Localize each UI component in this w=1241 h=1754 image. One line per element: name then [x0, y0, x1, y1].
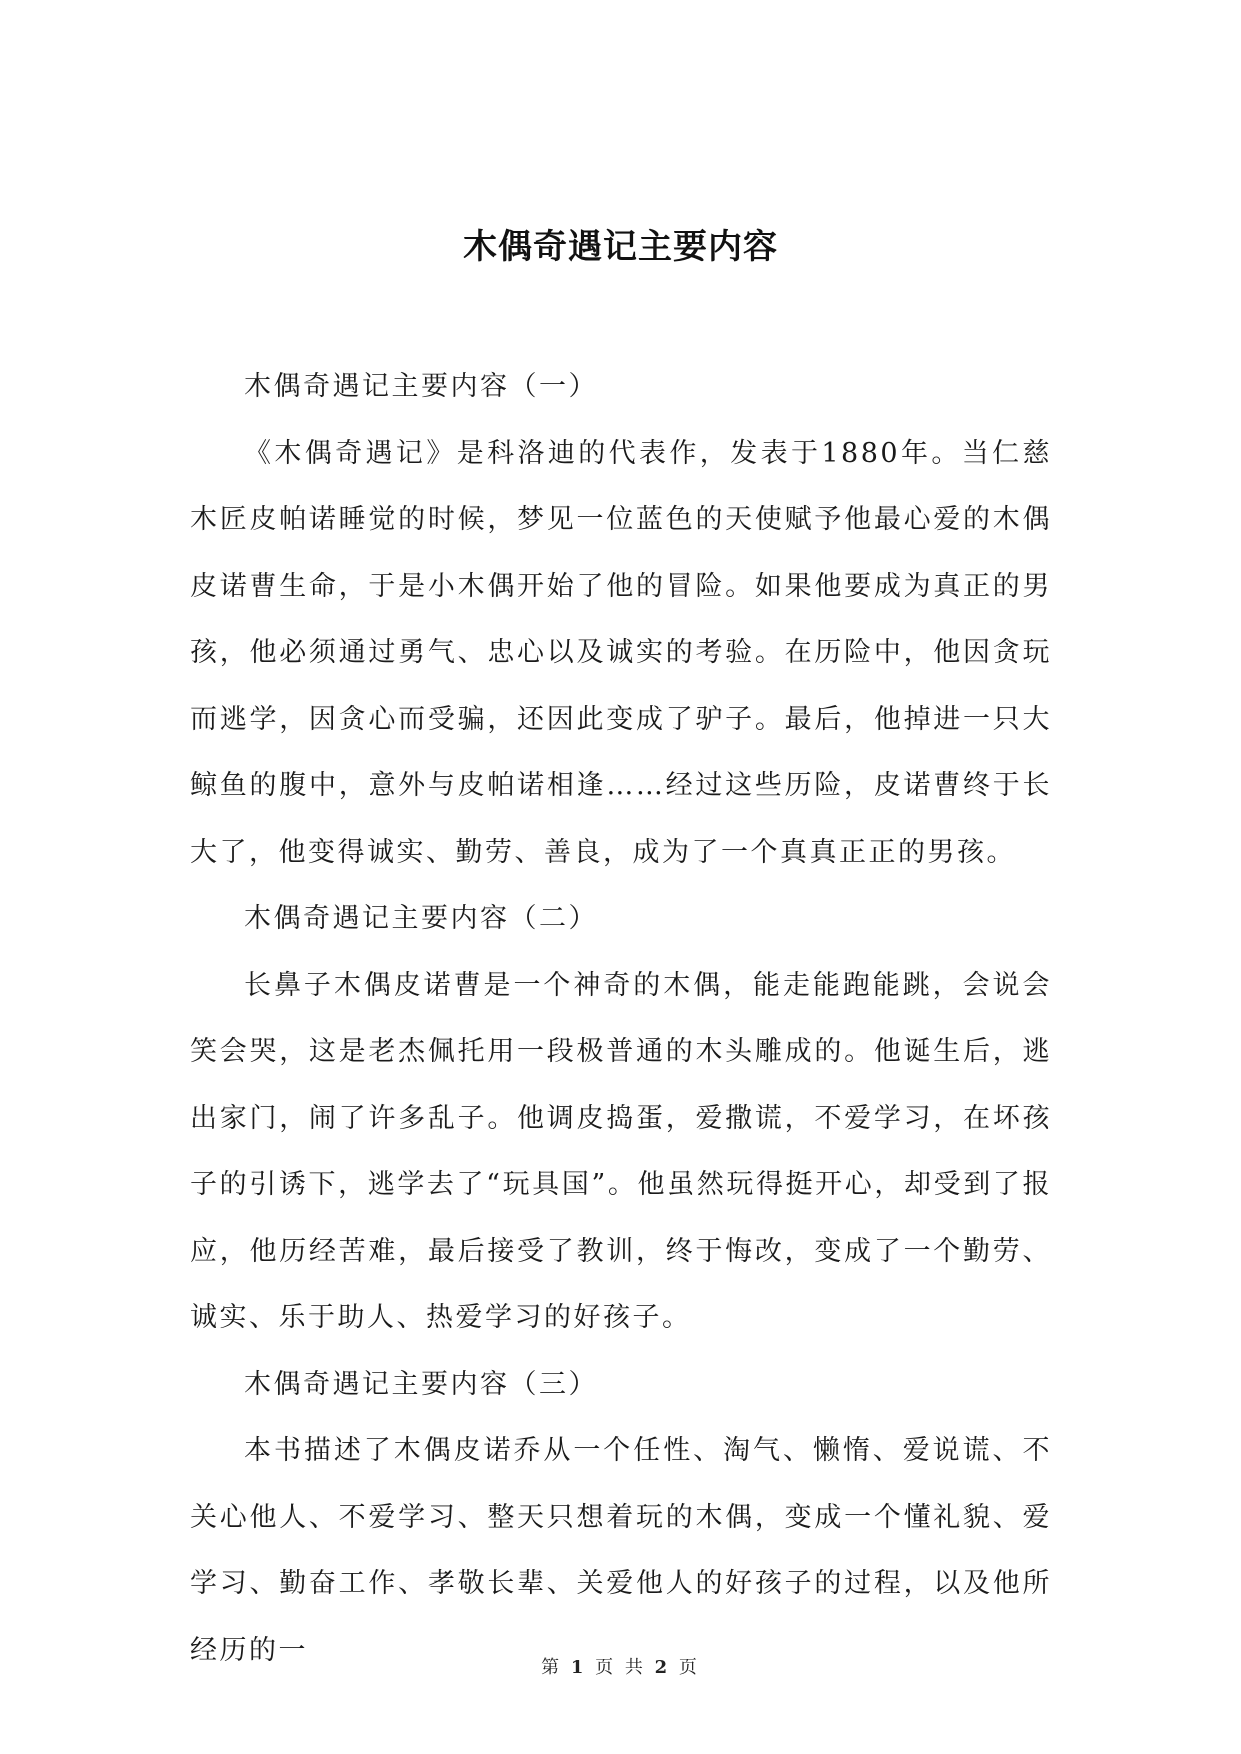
- paragraph-2: 长鼻子木偶皮诺曹是一个神奇的木偶，能走能跑能跳，会说会笑会哭，这是老杰佩托用一段极普通的木头雕成的。他诞生后，逃出家门，闹了许多乱子。他调皮捣蛋，爱撒谎，不爱学习，在坏孩子的引诱下，逃学去了“玩具国”。他虽然玩得挺开心，却受到了报应，他历经苦难，最后接受了教训，终于悔改，变成了一个勤劳、诚实、乐于助人、热爱学习的好孩子。: [190, 969, 1052, 1333]
- paragraph-3: 本书描述了木偶皮诺乔从一个任性、淘气、懒惰、爱说谎、不关心他人、不爱学习、整天只想着玩的木偶，变成一个懂礼貌、爱学习、勤奋工作、孝敬长辈、关爱他人的好孩子的过程，以及他所经历的一: [190, 1435, 1052, 1666]
- document-body: [190, 354, 1052, 1684]
- page-footer: [0, 1655, 1241, 1681]
- footer-total-pages: 2: [654, 1657, 671, 1678]
- footer-page-number: 1: [570, 1657, 587, 1678]
- footer-prefix: 第: [541, 1657, 563, 1678]
- document-title: 木偶奇遇记主要内容: [463, 227, 778, 267]
- footer-middle: 页 共: [595, 1657, 646, 1678]
- section-heading-1: 木偶奇遇记主要内容（一）: [244, 371, 598, 402]
- section-heading-2: 木偶奇遇记主要内容（二）: [244, 903, 598, 934]
- footer-suffix: 页: [678, 1657, 700, 1678]
- paragraph-1: 《木偶奇遇记》是科洛迪的代表作，发表于1880年。当仁慈木匠皮帕诺睡觉的时候，梦见一位蓝色的天使赋予他最心爱的木偶皮诺曹生命，于是小木偶开始了他的冒险。如果他要成为真正的男孩，他必须通过勇气、忠心以及诚实的考验。在历险中，他因贪玩而逃学，因贪心而受骗，还因此变成了驴子。最后，他掉进一只大鲸鱼的腹中，意外与皮帕诺相逢……经过这些历险，皮诺曹终于长大了，他变得诚实、勤劳、善良，成为了一个真真正正的男孩。: [190, 437, 1052, 868]
- section-heading-3: 木偶奇遇记主要内容（三）: [244, 1368, 598, 1400]
